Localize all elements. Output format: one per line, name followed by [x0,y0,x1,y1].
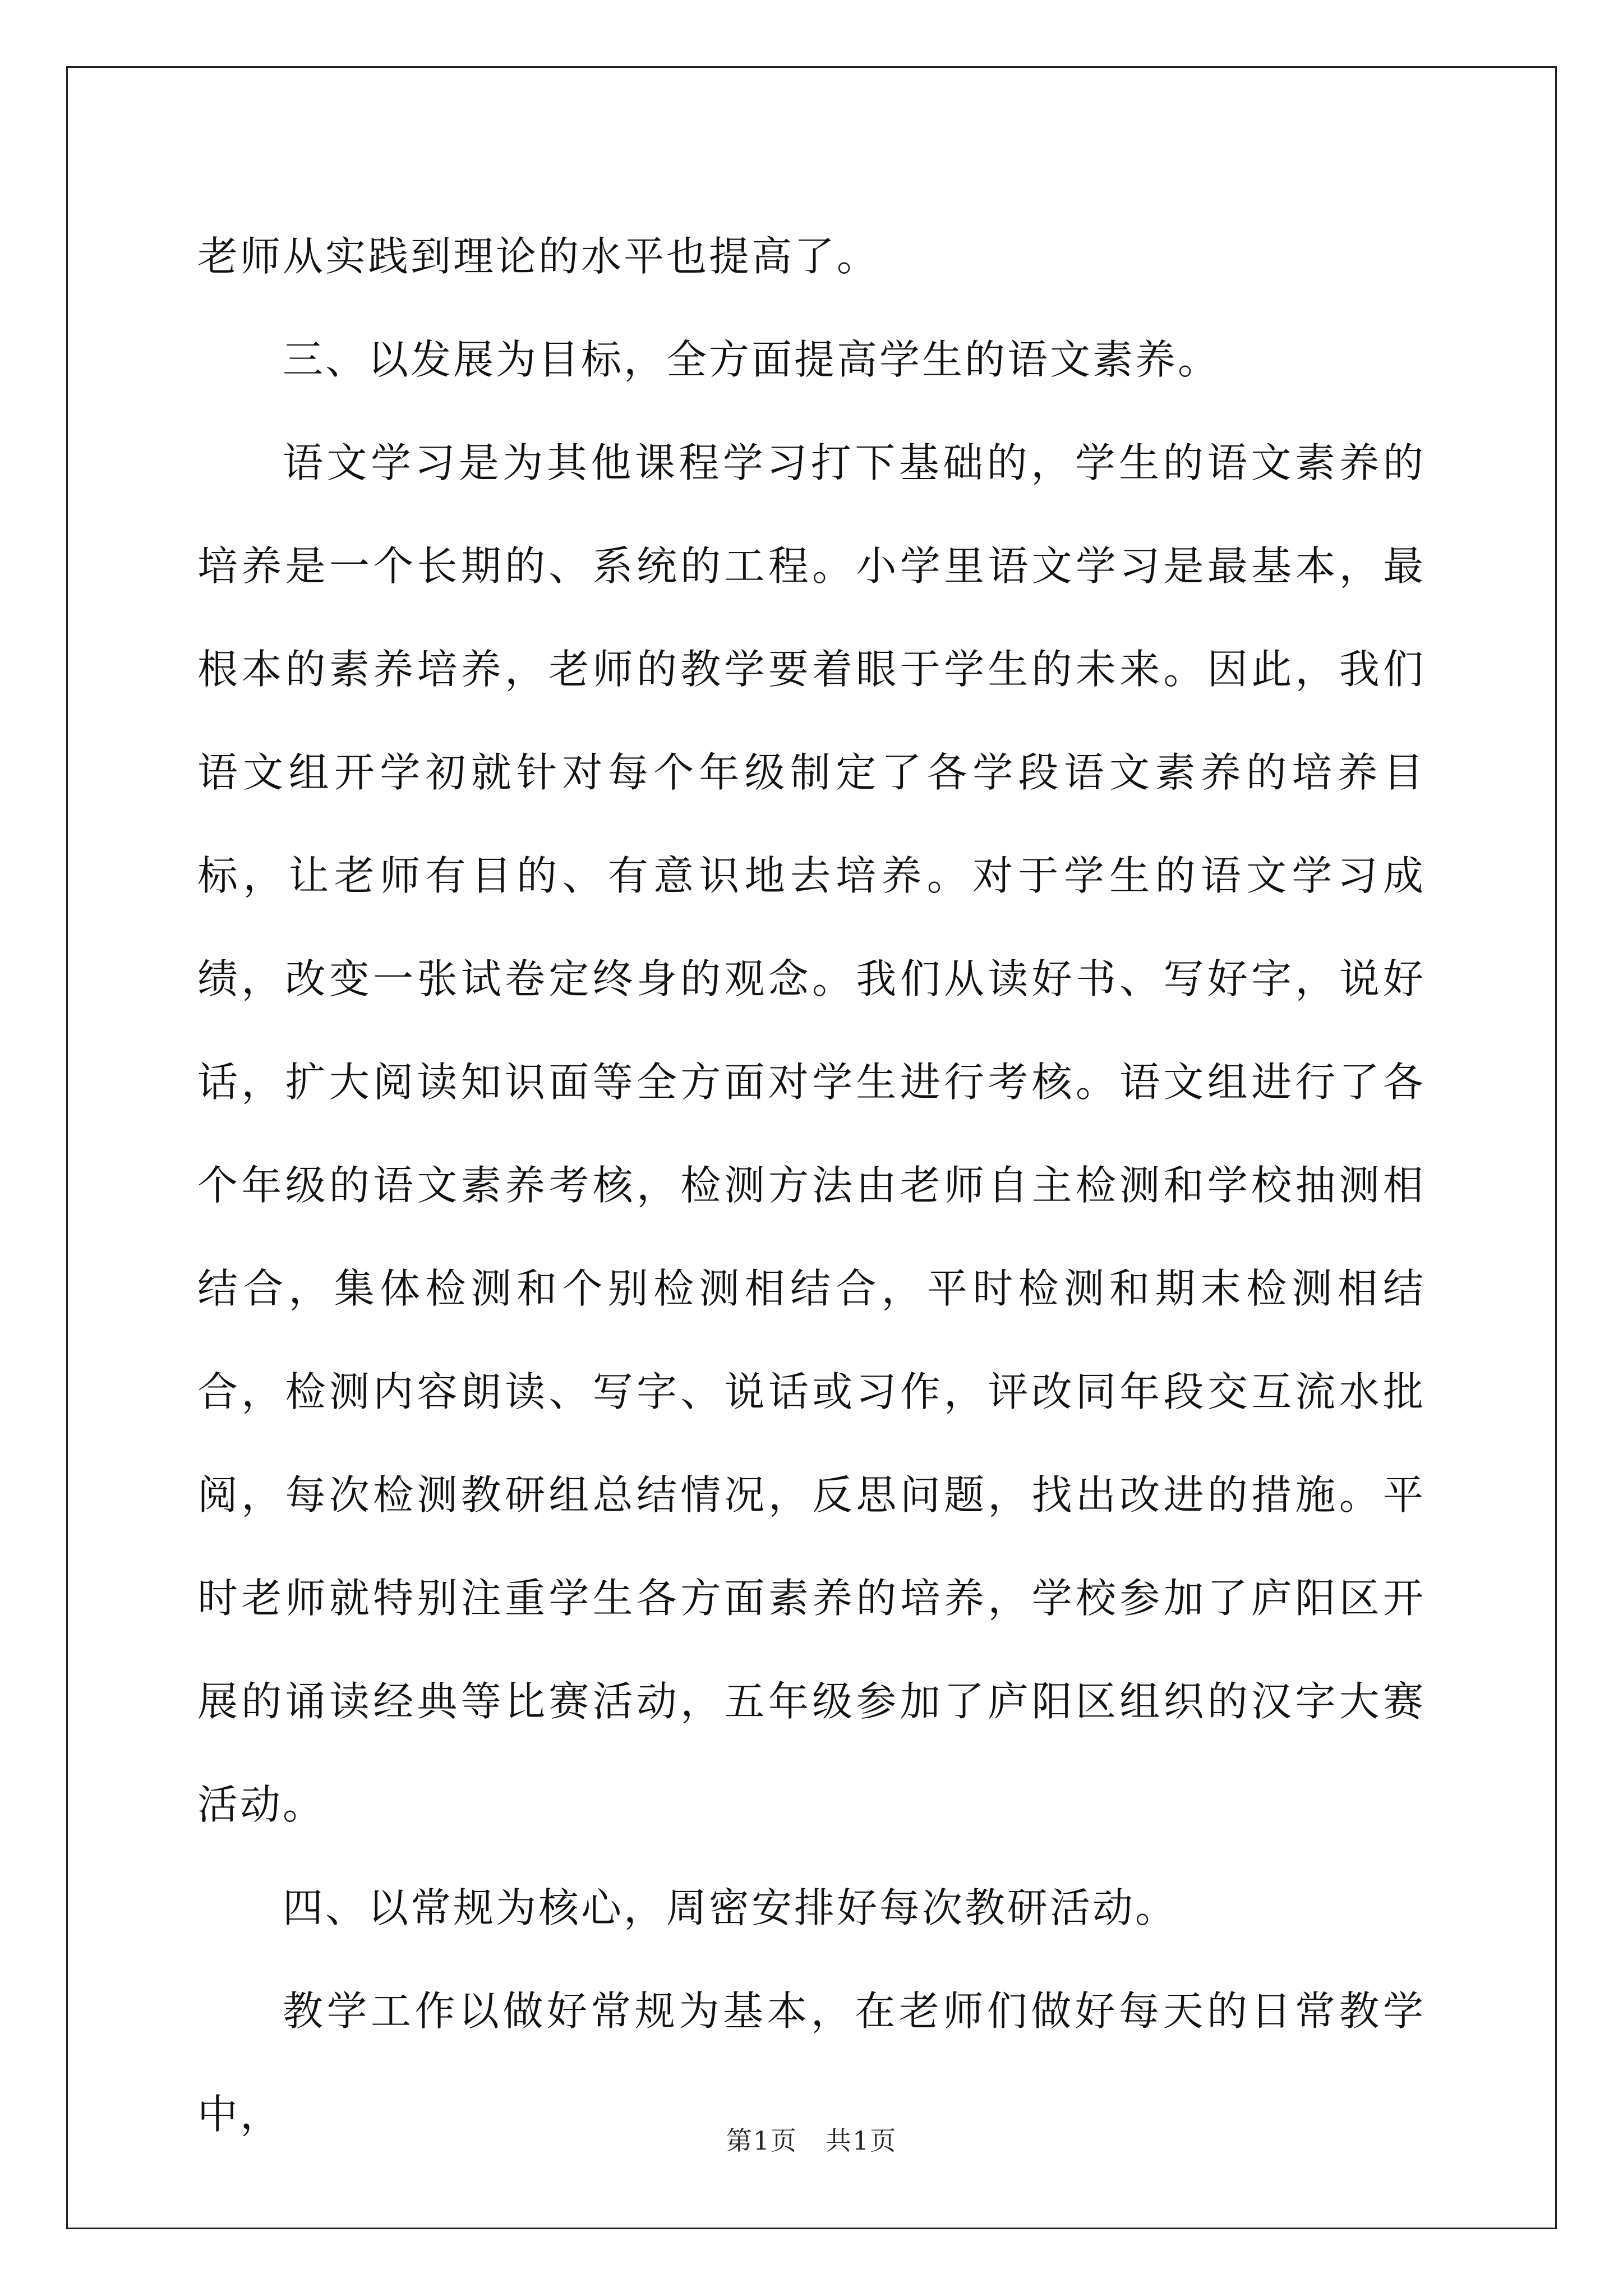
section-heading-4: 四、以常规为核心，周密安排好每次教研活动。 [283,1884,1178,1931]
section-heading-3: 三、以发展为目标，全方面提高学生的语文素养。 [283,336,1221,383]
page-number-total: 共1页 [826,2125,897,2156]
paragraph-continuation: 老师从实践到理论的水平也提高了。 [197,233,880,280]
document-body [197,205,1426,2166]
paragraph-literacy: 语文学习是为其他课程学习打下基础的，学生的语文素养的培养是一个长期的、系统的工程。小学里语文学习是最基本，最根本的素养培养，老师的教学要着眼于学生的未来。因此，我们语文组开学初就针对每个年级制定了各学段语文素养的培养目标，让老师有目的、有意识地去培养。对于学生的语文学习成绩，改变一张试卷定终身的观念。我们从读好书、写好字，说好话，扩大阅读知识面等全方面对学生进行考核。语文组进行了各个年级的语文素养考核，检测方法由老师自主检测和学校抽测相结合，集体检测和个别检测相结合，平时检测和期末检测相结合，检测内容朗读、写字、说话或习作，评改同年段交互流水批阅，每次检测教研组总结情况，反思问题，找出改进的措施。平时老师就特别注重学生各方面素养的培养，学校参加了庐阳区开展的诵读经典等比赛活动，五年级参加了庐阳区组织的汉字大赛活动。 [197,439,1426,1828]
page-number-current: 第1页 [726,2125,797,2156]
page-footer [0,2120,1623,2157]
paragraph-routine: 教学工作以做好常规为基本，在老师们做好每天的日常教学中， [197,1987,1426,2138]
